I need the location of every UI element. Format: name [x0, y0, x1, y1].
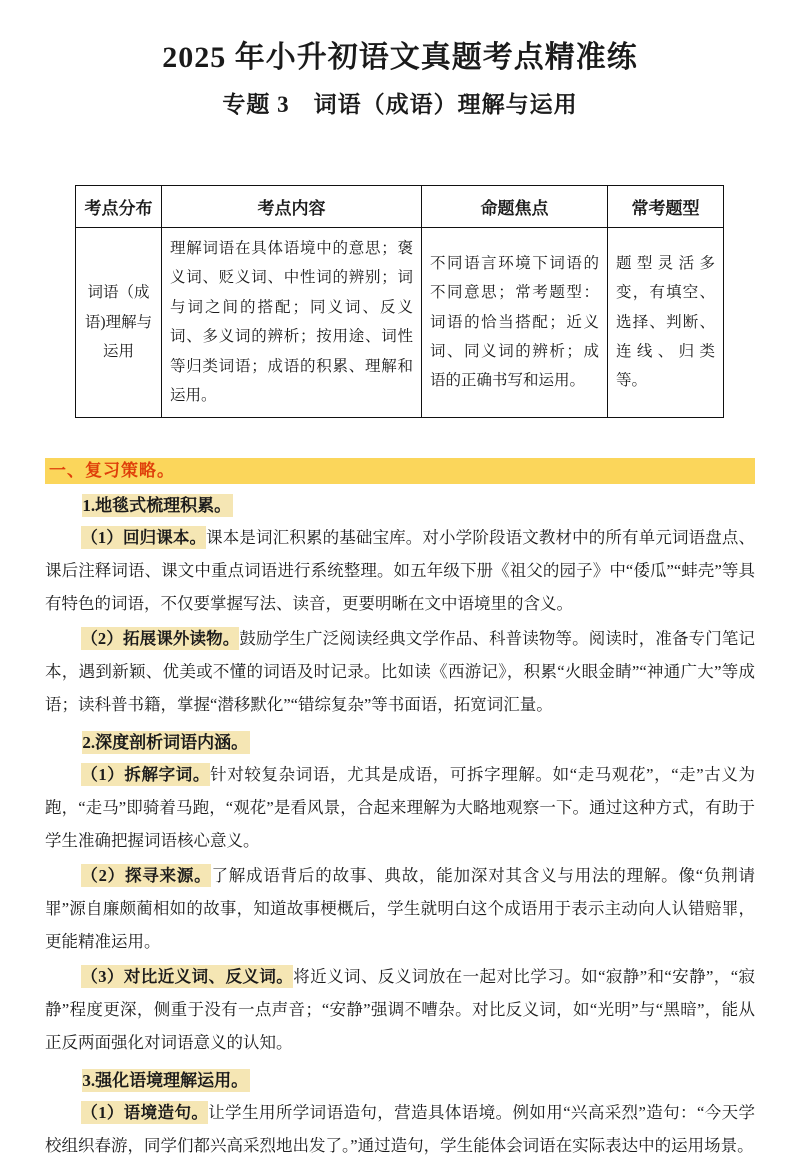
- strategy-paragraph: [45, 521, 755, 620]
- strategy-text: 鼓励学生广泛阅读经典文学作品、科普读物等。阅读时，准备专门笔记本，遇到新颖、优美或不懂的词语及时记录。比如读《西游记》，积累“火眼金睛”“神通广大”等成语；读科普书籍，掌握“潜移默化”“错综复杂”等书面语，拓宽词汇量。: [45, 628, 756, 714]
- strategy-paragraph: [45, 960, 755, 1059]
- strategy-lead: （1）回归课本。: [81, 527, 207, 547]
- subheading-label: 1.地毯式梳理积累。: [82, 495, 232, 515]
- cell-focus: 不同语言环境下词语的不同意思；常考题型：词语的恰当搭配；近义词、同义词的辨析；成语的正确书写和运用。: [422, 228, 608, 418]
- strategy-lead: （2）拓展课外读物。: [81, 628, 240, 648]
- strategy-lead: （1）拆解字词。: [81, 764, 211, 784]
- subheading-label: 3.强化语境理解运用。: [82, 1070, 249, 1090]
- strategy-text: 针对较复杂词语，尤其是成语，可拆字理解。如“走马观花”，“走”古义为跑，“走马”即骑着马跑，“观花”是看风景，合起来理解为大略地观察一下。通过这种方式，有助于学生准确把握词语核心意义。: [45, 764, 756, 850]
- cell-content: 理解词语在具体语境中的意思；褒义词、贬义词、中性词的辨别；词与词之间的搭配；同义词、反义词、多义词的辨析；按用途、词性等归类词语；成语的积累、理解和运用。: [162, 228, 422, 418]
- header-question-types: 常考题型: [608, 186, 724, 228]
- strategy-lead: （1）语境造句。: [81, 1102, 209, 1122]
- header-focus: 命题焦点: [422, 186, 608, 228]
- strategy-lead: （3）对比近义词、反义词。: [81, 966, 294, 986]
- page-title: 2025 年小升初语文真题考点精准练: [162, 41, 638, 74]
- strategy-lead: （2）探寻来源。: [81, 865, 212, 885]
- table-row: [76, 228, 724, 418]
- subheading-context-application: [45, 1068, 755, 1093]
- cell-distribution: 词语（成语)理解与运用: [76, 228, 162, 418]
- strategy-paragraph: [45, 622, 755, 721]
- strategy-text: 让学生用所学词语造句，营造具体语境。例如用“兴高采烈”造句：“今天学校组织春游，同学们都兴高采烈地出发了。”通过造句，学生能体会词语在实际表达中的运用场景。: [45, 1102, 755, 1155]
- strategy-paragraph: [45, 758, 755, 857]
- section-heading-band: 一、复习策略。: [45, 458, 755, 484]
- header-content: 考点内容: [162, 186, 422, 228]
- cell-question-types: 题型灵活多变，有填空、选择、判断、连线、归类等。: [608, 228, 724, 418]
- strategy-text: 课本是词汇积累的基础宝库。对小学阶段语文教材中的所有单元词语盘点、课后注释词语、课文中重点词语进行系统整理。如五年级下册《祖父的园子》中“倭瓜”“蚌壳”等具有特色的词语，不仅要掌握写法、读音，更要明晰在文中语境里的含义。: [45, 527, 756, 613]
- strategy-text: 将近义词、反义词放在一起对比学习。如“寂静”和“安静”，“寂静”程度更深，侧重于没有一点声音；“安静”强调不嘈杂。对比反义词，如“光明”与“黑暗”，能从正反两面强化对词语意义的认知。: [45, 966, 756, 1052]
- exam-points-table: [75, 185, 724, 418]
- header-distribution: 考点分布: [76, 186, 162, 228]
- page-subtitle: 专题 3 词语（成语）理解与运用: [222, 92, 578, 117]
- table-header-row: [76, 186, 724, 228]
- strategy-text: 了解成语背后的故事、典故，能加深对其含义与用法的理解。像“负荆请罪”源自廉颇蔺相如的故事，知道故事梗概后，学生就明白这个成语用于表示主动向人认错赔罪，更能精准运用。: [45, 865, 756, 951]
- subheading-carpet-accumulation: [45, 493, 755, 518]
- subheading-deep-analysis: [45, 730, 755, 755]
- strategy-paragraph: [45, 859, 755, 958]
- subheading-label: 2.深度剖析词语内涵。: [82, 732, 249, 752]
- strategy-paragraph: [45, 1096, 755, 1162]
